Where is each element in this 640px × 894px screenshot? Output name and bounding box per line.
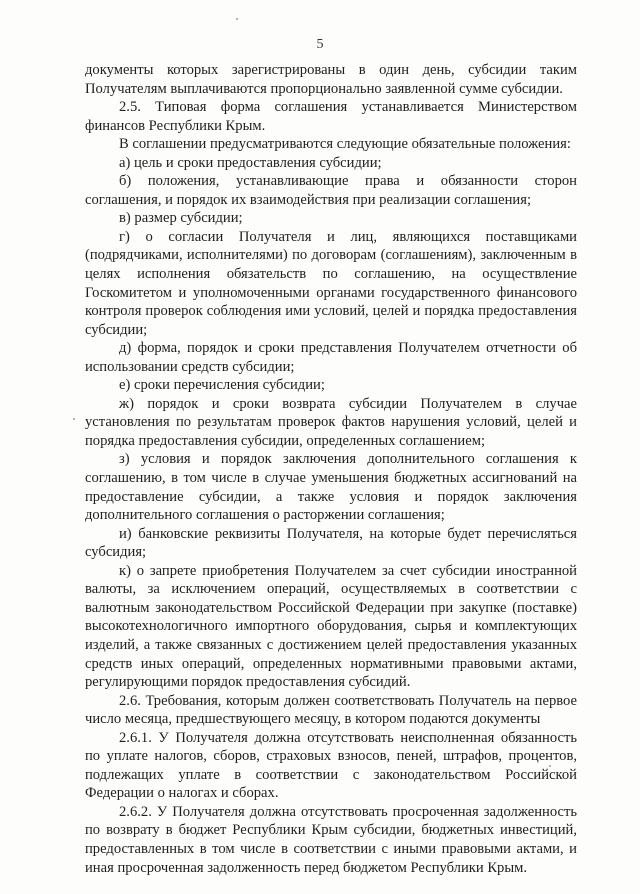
list-item: е) сроки перечисления субсидии; <box>119 377 325 394</box>
list-item: а) цель и сроки предоставления субсидии; <box>119 154 382 171</box>
list-item: к) о запрете приобретения Получателем за счет субсидии иностранной валюты, за исключением операций, осуществляемых в соответствии с валютным законодательством Российской Федерации при закупке (поставке) высокотехнологичного импортного оборудования, сырья и комплектующих изделий, а также связанных с достижением целей предоставления указанных средств иных операций, определенных нормативными правовыми актами, регулирующими порядок предоставления субсидий. <box>85 562 577 691</box>
list-item: в) размер субсидии; <box>119 210 243 227</box>
list-item: б) положения, устанавливающие права и обязанности сторон соглашения, и порядок их взаимодействия при реализации соглашения; <box>85 173 577 208</box>
scan-speck <box>236 18 238 20</box>
scan-speck <box>549 765 551 767</box>
list-item: з) условия и порядок заключения дополнительного соглашения к соглашению, в том числе в случае уменьшения бюджетных ассигнований на предоставление субсидии, а также условия и порядок заключения дополнительного соглашения о расторжении соглашения; <box>85 451 577 524</box>
scan-speck <box>73 418 75 420</box>
list-item: ж) порядок и сроки возврата субсидии Получателем в случае установления по результатам проверок фактов нарушения условий, целей и порядка предоставления субсидии, определенных соглашением; <box>85 395 577 449</box>
paragraph: В соглашении предусматриваются следующие обязательные положения: <box>119 136 571 153</box>
paragraph: 2.6.2. У Получателя должна отсутствовать просроченная задолженность по возврату в бюджет Республики Крым субсидии, бюджетных инвестиций, предоставленных в том числе в соответствии с иными правовыми актами, и иная просроченная задолженность перед бюджетом Республики Крым. <box>85 803 577 876</box>
list-item: г) о согласии Получателя и лиц, являющихся поставщиками (подрядчиками, исполнителями) по договорам (соглашениям), заключенным в целях исполнения обязательств по соглашению, на осуществление Госкомитетом и уполномоченными органами государственного финансового контроля проверок соблюдения ими условий, целей и порядка предоставления субсидии; <box>85 228 577 338</box>
paragraph: 2.6.1. У Получателя должна отсутствовать неисполненная обязанность по уплате налогов, сборов, страховых взносов, пеней, штрафов, процентов, подлежащих уплате в соответствии с законодательством Российской Федерации о налогах и сборах. <box>85 729 577 802</box>
document-body <box>85 61 577 877</box>
list-item: д) форма, порядок и сроки представления Получателем отчетности об использовании средств субсидии; <box>85 340 577 375</box>
paragraph: документы которых зарегистрированы в один день, субсидии таким Получателям выплачиваются пропорционально заявленной сумме субсидии. <box>85 62 577 97</box>
paragraph: 2.5. Типовая форма соглашения устанавливается Министерством финансов Республики Крым. <box>85 99 577 134</box>
page-number: 5 <box>316 37 324 52</box>
list-item: и) банковские реквизиты Получателя, на которые будет перечисляться субсидия; <box>85 525 577 561</box>
paragraph: 2.6. Требования, которым должен соответствовать Получатель на первое число месяца, предшествующего месяцу, в котором подаются документы <box>85 692 577 728</box>
